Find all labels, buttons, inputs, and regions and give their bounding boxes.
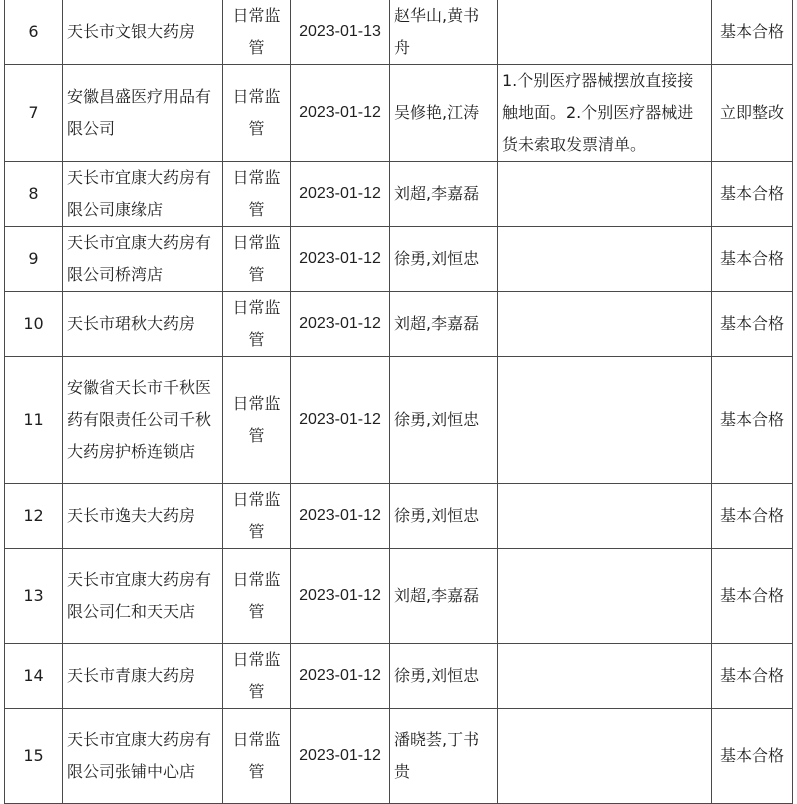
company-name-cell: 天长市文银大药房: [63, 0, 223, 65]
inspection-date-cell: 2023-01-12: [291, 709, 390, 804]
inspectors-cell: 徐勇,刘恒忠: [390, 227, 498, 292]
inspection-date-cell: 2023-01-13: [291, 0, 390, 65]
company-name-cell: 天长市逸夫大药房: [63, 484, 223, 549]
table-row: [5, 162, 793, 227]
inspection-date-cell: 2023-01-12: [291, 65, 390, 162]
result-cell: 基本合格: [712, 644, 793, 709]
company-name-cell: 安徽省天长市千秋医药有限责任公司千秋大药房护桥连锁店: [63, 357, 223, 484]
row-index-cell: 8: [5, 162, 63, 227]
inspectors-cell: 徐勇,刘恒忠: [390, 484, 498, 549]
inspection-type-cell: 日常监管: [223, 227, 291, 292]
inspection-type-cell: 日常监管: [223, 357, 291, 484]
inspection-type-cell: 日常监管: [223, 292, 291, 357]
table-row: [5, 0, 793, 65]
issues-cell: [498, 227, 712, 292]
company-name-cell: 天长市宜康大药房有限公司桥湾店: [63, 227, 223, 292]
company-name-cell: 天长市青康大药房: [63, 644, 223, 709]
inspection-date-cell: 2023-01-12: [291, 644, 390, 709]
issues-cell: [498, 162, 712, 227]
result-cell: 基本合格: [712, 0, 793, 65]
company-name-cell: 天长市宜康大药房有限公司康缘店: [63, 162, 223, 227]
row-index-cell: 15: [5, 709, 63, 804]
inspectors-cell: 刘超,李嘉磊: [390, 549, 498, 644]
issues-cell: [498, 709, 712, 804]
inspection-date-cell: 2023-01-12: [291, 484, 390, 549]
result-cell: 基本合格: [712, 162, 793, 227]
inspectors-cell: 徐勇,刘恒忠: [390, 357, 498, 484]
company-name-cell: 安徽昌盛医疗用品有限公司: [63, 65, 223, 162]
row-index-cell: 10: [5, 292, 63, 357]
inspectors-cell: 吴修艳,江涛: [390, 65, 498, 162]
row-index-cell: 6: [5, 0, 63, 65]
inspection-type-cell: 日常监管: [223, 709, 291, 804]
inspection-date-cell: 2023-01-12: [291, 549, 390, 644]
inspectors-cell: 徐勇,刘恒忠: [390, 644, 498, 709]
inspection-date-cell: 2023-01-12: [291, 357, 390, 484]
issues-cell: [498, 0, 712, 65]
issues-cell: 1.个别医疗器械摆放直接接触地面。2.个别医疗器械进货未索取发票清单。: [498, 65, 712, 162]
result-cell: 基本合格: [712, 549, 793, 644]
row-index-cell: 11: [5, 357, 63, 484]
row-index-cell: 7: [5, 65, 63, 162]
row-index-cell: 13: [5, 549, 63, 644]
inspection-type-cell: 日常监管: [223, 484, 291, 549]
table-row: [5, 709, 793, 804]
inspection-type-cell: 日常监管: [223, 162, 291, 227]
inspection-date-cell: 2023-01-12: [291, 227, 390, 292]
issues-cell: [498, 484, 712, 549]
result-cell: 基本合格: [712, 292, 793, 357]
inspectors-cell: 赵华山,黄书舟: [390, 0, 498, 65]
table-row: [5, 227, 793, 292]
inspectors-cell: 刘超,李嘉磊: [390, 292, 498, 357]
table-row: [5, 549, 793, 644]
table-row: [5, 65, 793, 162]
inspection-date-cell: 2023-01-12: [291, 292, 390, 357]
row-index-cell: 14: [5, 644, 63, 709]
table-row: [5, 644, 793, 709]
row-index-cell: 12: [5, 484, 63, 549]
inspection-table: [4, 0, 793, 804]
inspectors-cell: 潘晓荟,丁书贵: [390, 709, 498, 804]
inspection-type-cell: 日常监管: [223, 549, 291, 644]
company-name-cell: 天长市珺秋大药房: [63, 292, 223, 357]
inspection-date-cell: 2023-01-12: [291, 162, 390, 227]
result-cell: 基本合格: [712, 484, 793, 549]
issues-cell: [498, 549, 712, 644]
table-row: [5, 357, 793, 484]
result-cell: 基本合格: [712, 709, 793, 804]
company-name-cell: 天长市宜康大药房有限公司张铺中心店: [63, 709, 223, 804]
inspection-type-cell: 日常监管: [223, 65, 291, 162]
inspection-type-cell: 日常监管: [223, 644, 291, 709]
issues-cell: [498, 644, 712, 709]
result-cell: 立即整改: [712, 65, 793, 162]
issues-cell: [498, 292, 712, 357]
inspectors-cell: 刘超,李嘉磊: [390, 162, 498, 227]
result-cell: 基本合格: [712, 357, 793, 484]
result-cell: 基本合格: [712, 227, 793, 292]
inspection-type-cell: 日常监管: [223, 0, 291, 65]
company-name-cell: 天长市宜康大药房有限公司仁和天天店: [63, 549, 223, 644]
row-index-cell: 9: [5, 227, 63, 292]
table-row: [5, 292, 793, 357]
table-row: [5, 484, 793, 549]
issues-cell: [498, 357, 712, 484]
